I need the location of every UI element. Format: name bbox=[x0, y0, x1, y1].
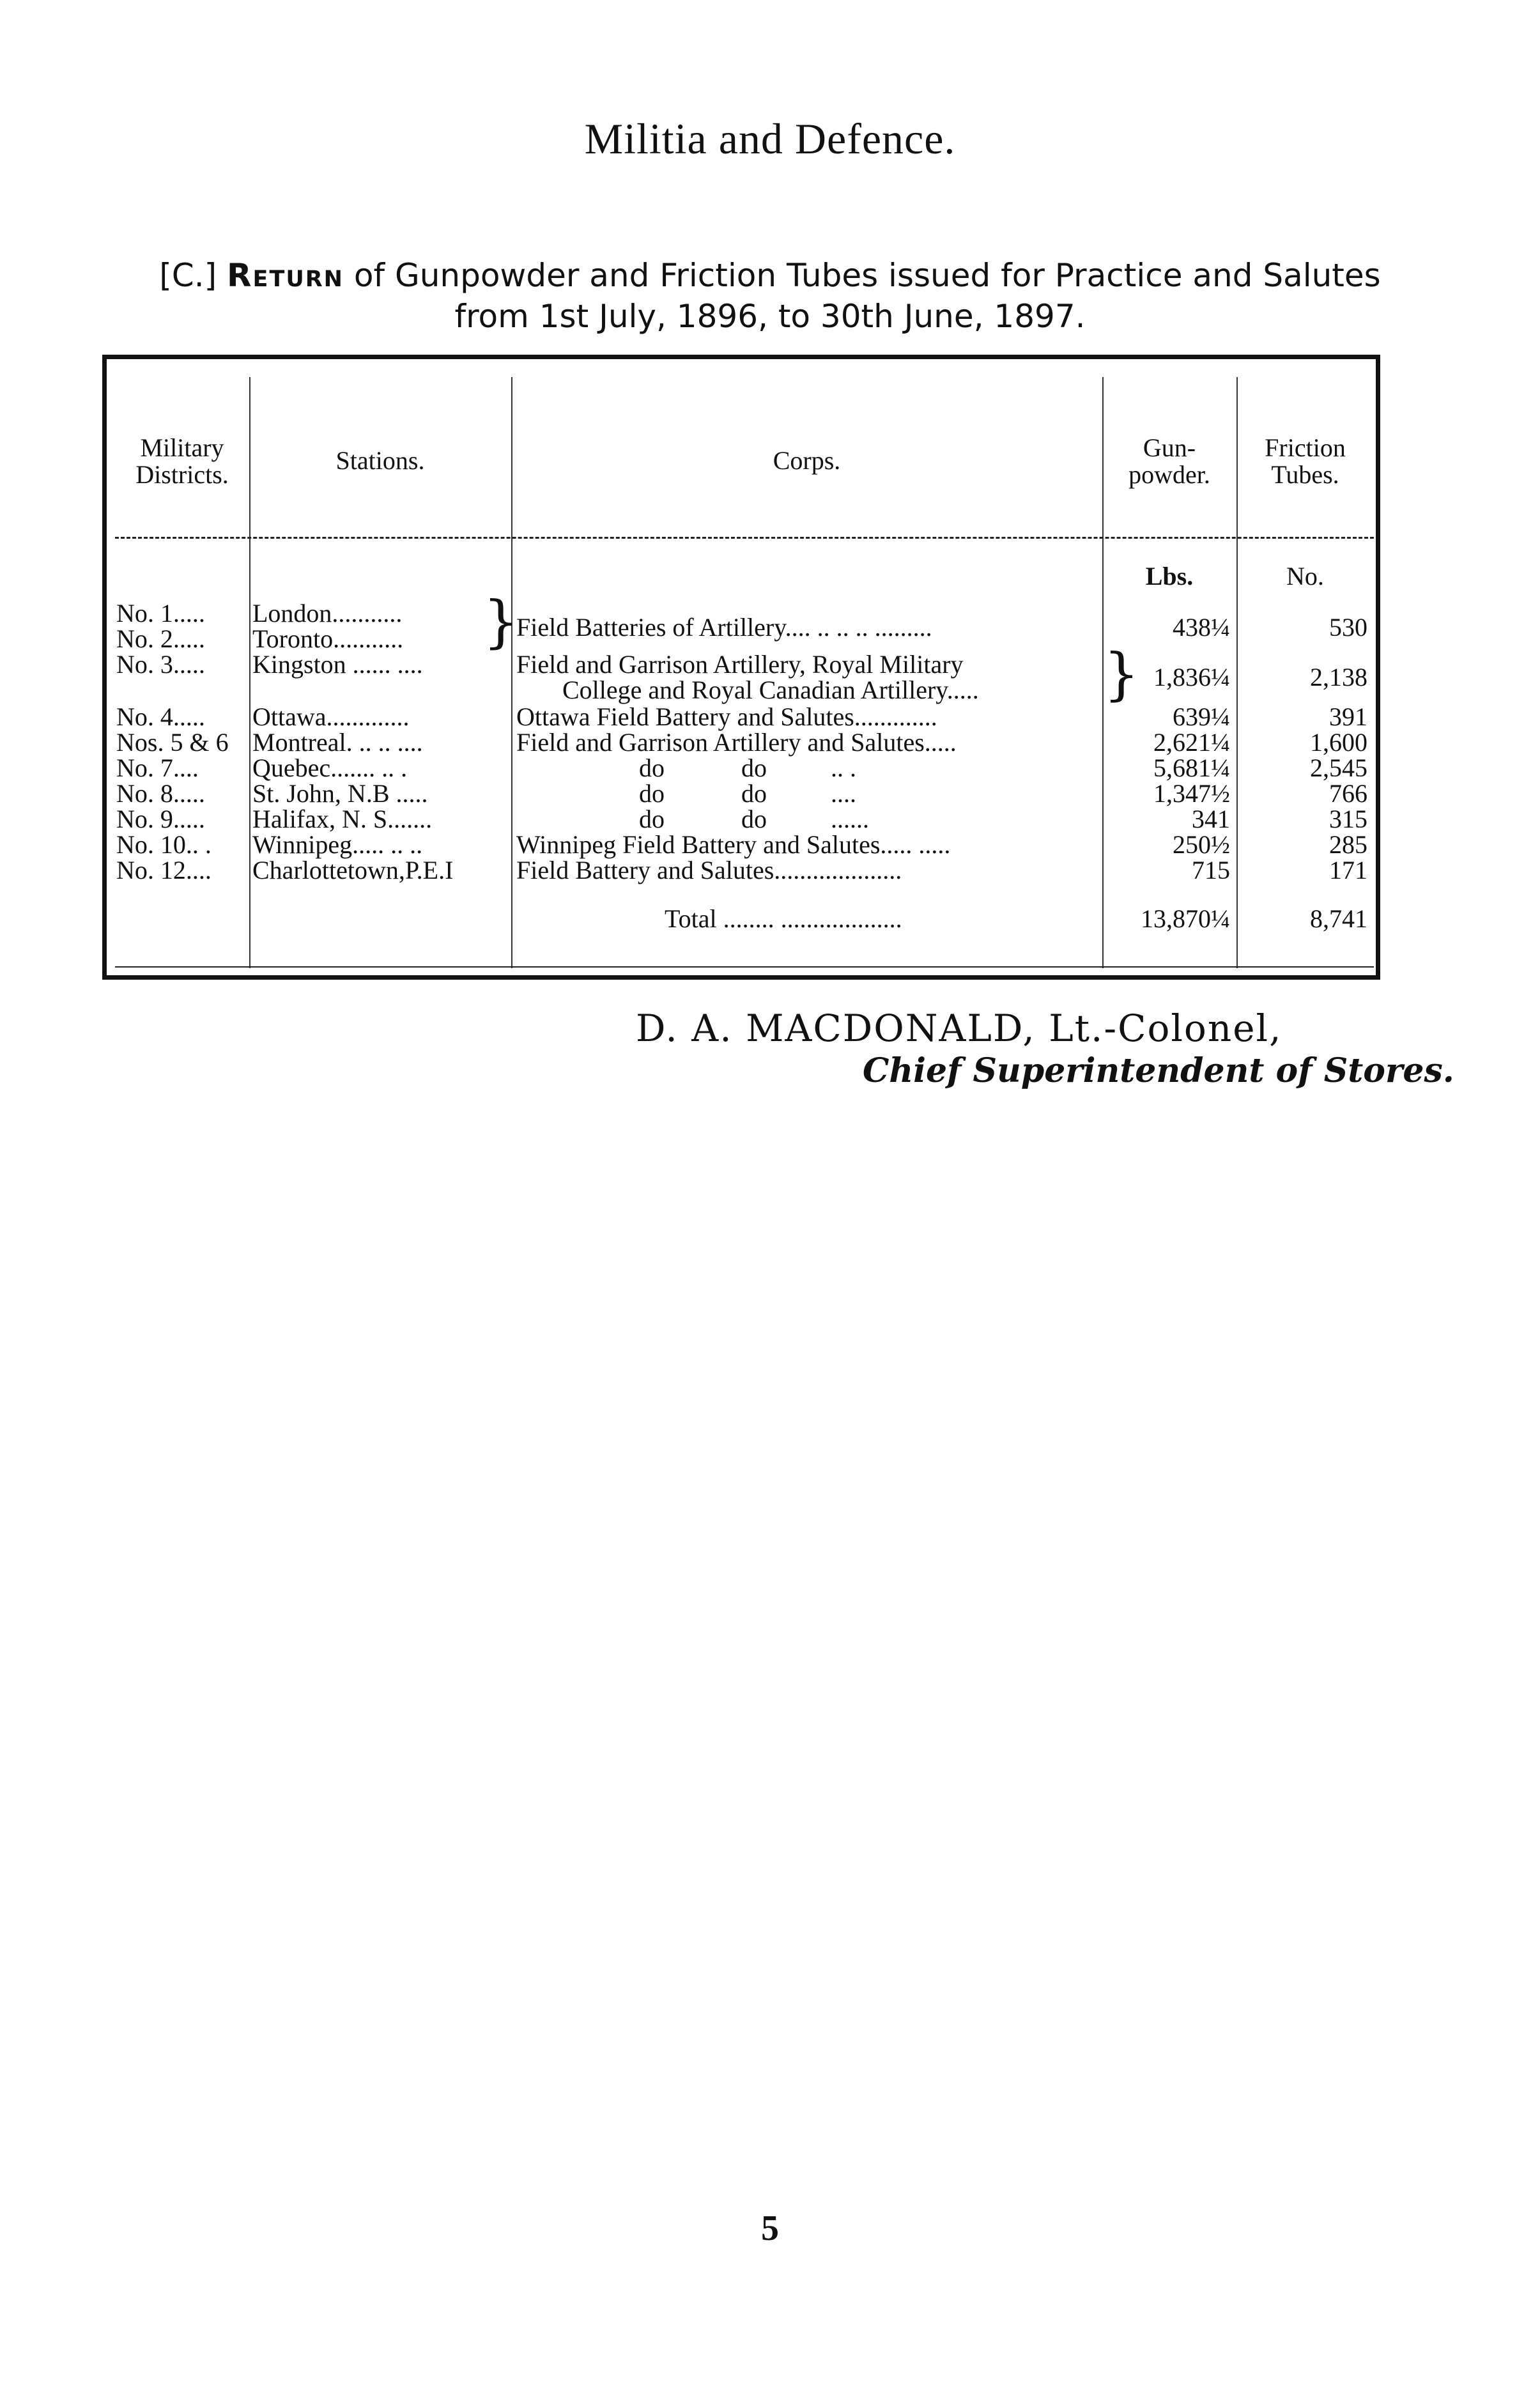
caption-prefix: [C.] bbox=[159, 257, 217, 294]
gunpowder-cell: 341 bbox=[1192, 805, 1230, 833]
district-cell: No. 8..... bbox=[116, 779, 205, 808]
header-line: Tubes. bbox=[1271, 460, 1339, 489]
corps-cell: do do .. . bbox=[639, 753, 856, 782]
corps-cell: Field Batteries of Artillery.... .. .. .. ......... bbox=[516, 613, 932, 642]
total-label: Total ........ ................... bbox=[665, 904, 902, 933]
table-caption-line2: from 1st July, 1896, to 30th June, 1897. bbox=[454, 298, 1086, 335]
header-friction-tubes bbox=[1236, 435, 1374, 488]
station-cell: London........... bbox=[252, 599, 403, 628]
gunpowder-cell: 2,621¼ bbox=[1153, 728, 1230, 757]
friction-cell: 171 bbox=[1329, 856, 1367, 884]
header-line: Military bbox=[140, 433, 224, 462]
signatory-name: D. A. MACDONALD, Lt.-Colonel, bbox=[636, 1007, 1282, 1050]
friction-cell: 1,600 bbox=[1310, 728, 1367, 757]
gunpowder-cell: 1,836¼ bbox=[1153, 663, 1230, 691]
station-cell: Quebec....... .. . bbox=[252, 753, 408, 782]
header-military-districts bbox=[115, 435, 249, 488]
station-cell: Toronto........... bbox=[252, 624, 404, 653]
corps-cell-continued: College and Royal Canadian Artillery..... bbox=[562, 675, 979, 704]
total-gunpowder: 13,870¼ bbox=[1141, 904, 1230, 933]
header-gunpowder bbox=[1102, 435, 1236, 488]
corps-cell: Field Battery and Salutes.................... bbox=[516, 856, 902, 884]
corps-cell: Field and Garrison Artillery, Royal Military bbox=[516, 650, 964, 679]
gunpowder-cell: 715 bbox=[1192, 856, 1230, 884]
corps-cell: Field and Garrison Artillery and Salutes..... bbox=[516, 728, 957, 757]
district-cell: No. 7.... bbox=[116, 753, 199, 782]
district-cell: No. 2..... bbox=[116, 624, 205, 653]
header-line: Friction bbox=[1265, 433, 1346, 462]
station-cell: Ottawa............. bbox=[252, 702, 410, 731]
gunpowder-cell: 250½ bbox=[1173, 830, 1230, 859]
friction-cell: 285 bbox=[1329, 830, 1367, 859]
header-stations: Stations. bbox=[335, 446, 425, 475]
corps-cell: do do ...... bbox=[639, 805, 869, 833]
header-line: Gun- bbox=[1143, 433, 1196, 462]
station-cell: Kingston ...... .... bbox=[252, 650, 423, 679]
right-brace-icon: } bbox=[483, 589, 519, 654]
station-cell: Halifax, N. S....... bbox=[252, 805, 433, 833]
friction-cell: 530 bbox=[1329, 613, 1367, 642]
gunpowder-cell: 639¼ bbox=[1173, 702, 1230, 731]
district-cell: No. 12.... bbox=[116, 856, 212, 884]
caption-text: of Gunpowder and Friction Tubes issued for Practice and Salutes bbox=[353, 257, 1381, 294]
gunpowder-cell: 1,347½ bbox=[1153, 779, 1230, 808]
gunpowder-cell: 5,681¼ bbox=[1153, 753, 1230, 782]
district-cell: No. 1..... bbox=[116, 599, 205, 628]
corps-cell: Ottawa Field Battery and Salutes............. bbox=[516, 702, 937, 731]
friction-cell: 2,138 bbox=[1310, 663, 1367, 691]
station-cell: St. John, N.B ..... bbox=[252, 779, 428, 808]
district-cell: No. 9..... bbox=[116, 805, 205, 833]
station-cell: Charlottetown,P.E.I bbox=[252, 856, 454, 884]
friction-cell: 2,545 bbox=[1310, 753, 1367, 782]
district-cell: Nos. 5 & 6 bbox=[116, 728, 229, 757]
corps-cell: Winnipeg Field Battery and Salutes..... ..... bbox=[516, 830, 951, 859]
table-caption-line1 bbox=[0, 257, 1540, 294]
caption-lead: Return bbox=[227, 257, 344, 294]
bottom-rule bbox=[115, 966, 1374, 968]
friction-cell: 315 bbox=[1329, 805, 1367, 833]
district-cell: No. 4..... bbox=[116, 702, 205, 731]
header-line: Districts. bbox=[135, 460, 229, 489]
station-cell: Montreal. .. .. .... bbox=[252, 728, 423, 757]
right-brace-icon: } bbox=[1104, 641, 1139, 707]
friction-cell: 391 bbox=[1329, 702, 1367, 731]
friction-cell: 766 bbox=[1329, 779, 1367, 808]
unit-lbs: Lbs. bbox=[1145, 562, 1194, 590]
header-corps: Corps. bbox=[773, 446, 841, 475]
total-friction: 8,741 bbox=[1310, 904, 1367, 933]
page-title: Militia and Defence. bbox=[584, 114, 956, 163]
corps-cell: do do .... bbox=[639, 779, 856, 808]
gunpowder-cell: 438¼ bbox=[1173, 613, 1230, 642]
signatory-title: Chief Superintendent of Stores. bbox=[863, 1051, 1454, 1090]
unit-no: No. bbox=[1286, 562, 1324, 590]
district-cell: No. 10.. . bbox=[116, 830, 212, 859]
page-number: 5 bbox=[761, 2209, 779, 2248]
header-line: powder. bbox=[1128, 460, 1210, 489]
district-cell: No. 3..... bbox=[116, 650, 205, 679]
station-cell: Winnipeg..... .. .. bbox=[252, 830, 423, 859]
header-rule bbox=[115, 537, 1374, 539]
